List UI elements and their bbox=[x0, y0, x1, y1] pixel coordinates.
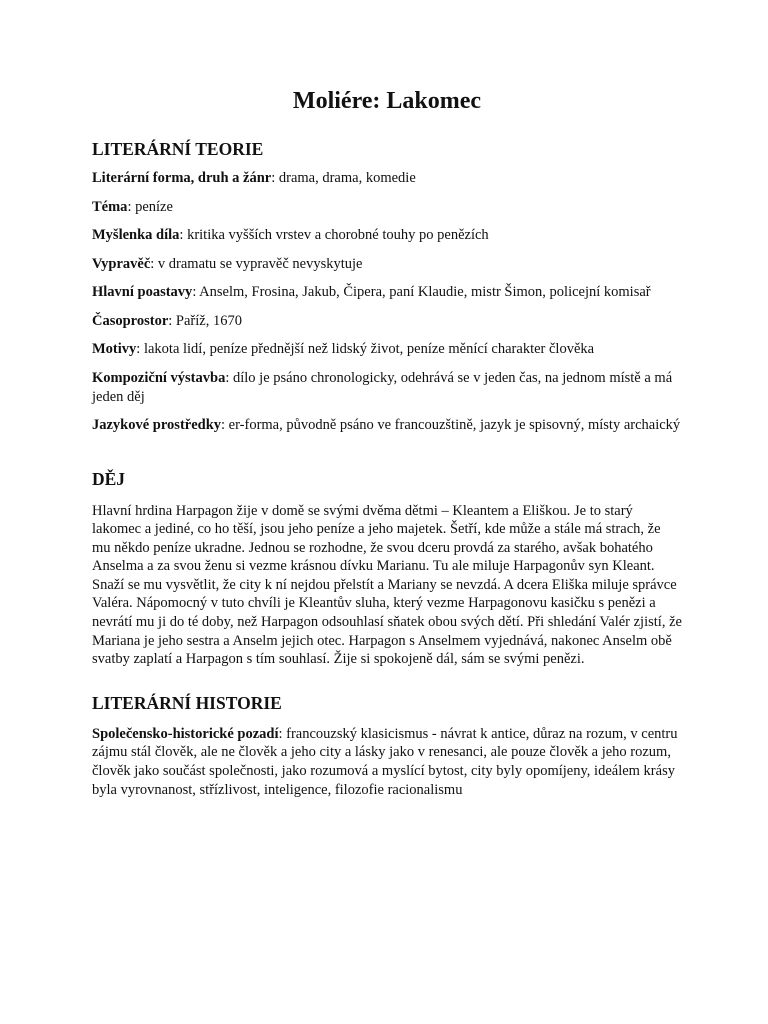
field-kompozicni-vystavba bbox=[92, 369, 682, 407]
field-value: : Anselm, Frosina, Jakub, Čipera, paní Klaudie, mistr Šimon, policejní komisař bbox=[192, 284, 651, 300]
field-label: Motivy bbox=[92, 341, 137, 357]
field-value: : v dramatu se vypravěč nevyskytuje bbox=[150, 255, 363, 272]
dej-paragraph: Hlavní hrdina Harpagon žije v domě se svými dvěma dětmi – Kleantem a Eliškou. Je to starý lakomec a jediné, co ho těší, jsou jeho peníze a jeho majetek. Šetří, kde může a stále má strach, že mu někdo peníze ukradne. Jednou se rozhodne, že svou dceru provdá za starého, avšak bohatého Anselma a za svou ženu si vezme krásnou dívku Marianu. Tu ale miluje Harpagonův syn Kleant. Snaží se mu vysvětlit, že city k ní nejdou přelstít a Mariany se nevzdá. A dcera Eliška miluje správce Valéra. Nápomocný v tuto chvíli je Kleantův sluha, který vezme Harpagonovu kasičku s penězi a nevrátí mu ji do té doby, než Harpagon odsouhlasí sňatek obou svých dětí. Při shledání Valér zjistí, že Mariana je jeho sestra a Anselm jejich otec. Harpagon s Anselmem vyjednává, nakonec Anselm obě svatby zaplatí a Harpagon s tím souhlasí. Žije si spokojeně dál, sám se svými penězi. bbox=[92, 502, 682, 668]
field-spolecensko-historicke-pozadi bbox=[92, 725, 682, 799]
section-heading-teorie: LITERÁRNÍ TEORIE bbox=[92, 139, 264, 159]
field-label: Téma bbox=[92, 198, 128, 215]
document-title: Moliére: Lakomec bbox=[292, 88, 482, 114]
document-page bbox=[92, 84, 682, 799]
field-jazykove-prostredky bbox=[92, 416, 682, 435]
field-hlavni-postavy bbox=[92, 283, 682, 302]
section-heading-historie: LITERÁRNÍ HISTORIE bbox=[92, 692, 282, 713]
field-value: : lakota lidí, peníze přednější než lidský život, peníze měnící charakter člověka bbox=[136, 341, 595, 357]
field-value: : peníze bbox=[127, 198, 173, 215]
field-value: : Paříž, 1670 bbox=[168, 312, 242, 329]
field-value: : francouzský klasicismus - návrat k antice, důraz na rozum, v centru zájmu stál člověk, ale ne člověk a jeho city a lásky jako v renesanci, ale pouze člověk a jeho rozum, člověk jako součást společnosti, jako rozumová a myslící bytost, city byly opomíjeny, ideálem krásy byla vyrovnanost, střízlivost, inteligence, filozofie racionalismu bbox=[92, 725, 678, 798]
field-value: : er-forma, původně psáno ve francouzštině, jazyk je spisovný, místy archaický bbox=[221, 417, 681, 433]
section-literarni-historie bbox=[92, 691, 682, 799]
field-label: Jazykové prostředky bbox=[92, 417, 222, 433]
field-casoprostor bbox=[92, 312, 682, 331]
section-spacer bbox=[92, 445, 682, 467]
field-forma-druh-zanr bbox=[92, 169, 682, 188]
field-tema bbox=[92, 198, 682, 217]
field-label: Vypravěč bbox=[92, 255, 151, 272]
field-value: : kritika vyšších vrstev a chorobné touhy po penězích bbox=[179, 227, 489, 243]
field-vypravec bbox=[92, 255, 682, 274]
field-myslenka-dila bbox=[92, 226, 682, 245]
section-dej bbox=[92, 467, 682, 669]
field-label: Hlavní poastavy bbox=[92, 284, 193, 300]
field-label: Kompoziční výstavba bbox=[92, 369, 226, 386]
section-heading-dej: DĚJ bbox=[92, 468, 126, 489]
field-label: Časoprostor bbox=[92, 312, 169, 329]
field-motivy bbox=[92, 340, 682, 359]
section-literarni-teorie bbox=[92, 137, 682, 435]
field-value: : drama, drama, komedie bbox=[271, 170, 416, 186]
section-spacer bbox=[92, 669, 682, 691]
field-label: Společensko-historické pozadí bbox=[92, 725, 279, 742]
field-label: Myšlenka díla bbox=[92, 227, 180, 243]
field-label: Literární forma, druh a žánr bbox=[92, 170, 272, 186]
field-value: : dílo je psáno chronologicky, odehrává se v jeden čas, na jednom místě a má jeden děj bbox=[92, 369, 673, 405]
